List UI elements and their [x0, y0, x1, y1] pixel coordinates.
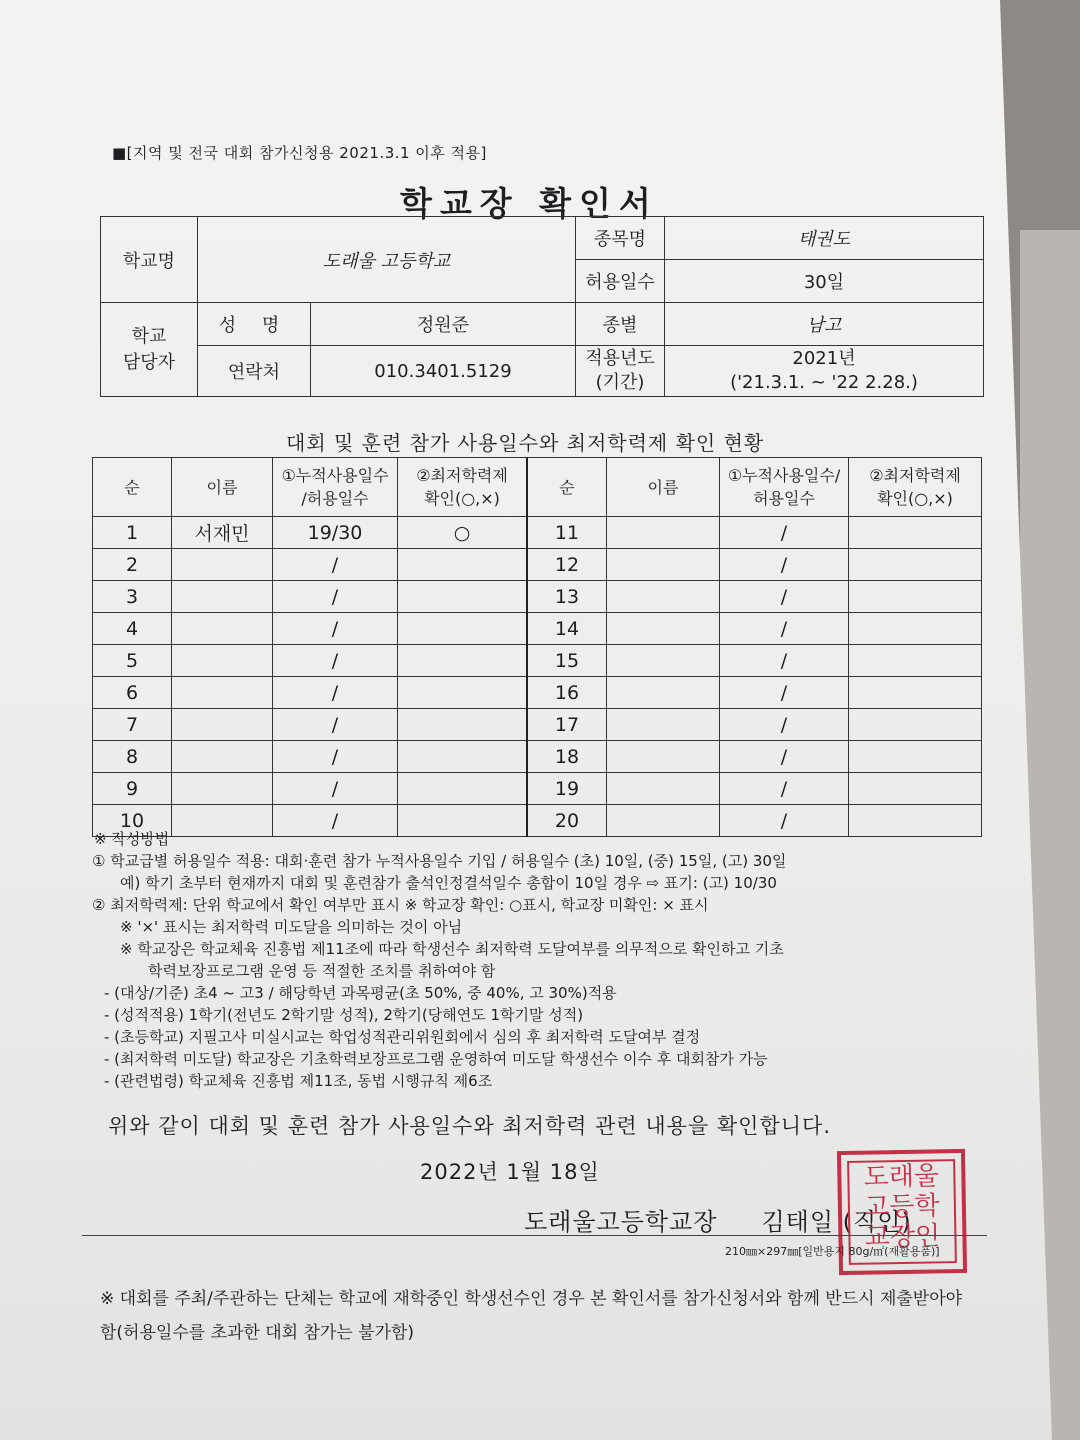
row-check	[398, 709, 528, 741]
row-num: 17	[527, 709, 607, 741]
note-line: ※ 학교장은 학교체육 진흥법 제11조에 따라 학생선수 최저학력 도달여부를 의무적으로 확인하고 기초	[120, 940, 784, 958]
note-line: ※ 작성방법	[94, 830, 170, 848]
table-row	[93, 709, 982, 741]
row-usage: /	[720, 741, 849, 773]
table-row	[93, 581, 982, 613]
row-usage: /	[273, 549, 398, 581]
row-num: 4	[93, 613, 172, 645]
row-usage: /	[720, 517, 849, 549]
note-line: ※ '×' 표시는 최저학력 미도달을 의미하는 것이 아님	[120, 918, 463, 936]
row-num: 15	[527, 645, 607, 677]
row-num: 12	[527, 549, 607, 581]
row-name	[607, 677, 720, 709]
allowed-days-label: 허용일수	[576, 260, 665, 303]
row-check	[398, 549, 528, 581]
note-line: - (대상/기준) 초4 ~ 고3 / 해당학년 과목평균(초 50%, 중 40%, 고 30%)적용	[104, 984, 617, 1002]
note-line: 예) 학기 초부터 현재까지 대회 및 훈련참가 출석인정결석일수 총합이 10일 경우 ⇨ 표기: (고) 10/30	[120, 874, 777, 892]
table-row	[93, 613, 982, 645]
issue-date: 2022년 1월 18일	[420, 1160, 600, 1184]
row-name	[172, 549, 273, 581]
row-num: 3	[93, 581, 172, 613]
year-value: 2021년 ('21.3.1. ~ '22 2.28.)	[665, 346, 984, 397]
allowed-days-value: 30일	[665, 260, 984, 303]
row-name	[172, 741, 273, 773]
contact-value: 010.3401.5129	[311, 346, 576, 397]
table-row	[93, 677, 982, 709]
row-name	[607, 741, 720, 773]
school-value: 도래울 고등학교	[198, 217, 576, 303]
row-num: 8	[93, 741, 172, 773]
row-num: 1	[93, 517, 172, 549]
row-usage: /	[720, 709, 849, 741]
row-check: ○	[398, 517, 528, 549]
row-num: 13	[527, 581, 607, 613]
contact-label: 연락처	[198, 346, 311, 397]
row-usage: /	[720, 645, 849, 677]
row-usage: /	[720, 549, 849, 581]
sport-value: 태권도	[665, 217, 984, 260]
table-row	[93, 549, 982, 581]
signer-name: 김태일 (직인)	[761, 1208, 912, 1236]
row-num: 2	[93, 549, 172, 581]
row-num: 7	[93, 709, 172, 741]
row-name: 서재민	[172, 517, 273, 549]
seal-text: 도래울 고등학 교장인	[847, 1159, 957, 1265]
row-name	[607, 773, 720, 805]
note-line: ② 최저학력제: 단위 학교에서 확인 여부만 표시 ※ 학교장 확인: ○표시, 학교장 미확인: × 표시	[92, 896, 709, 914]
row-usage: 19/30	[273, 517, 398, 549]
row-num: 14	[527, 613, 607, 645]
header-name: 이름	[172, 458, 273, 517]
row-name	[172, 645, 273, 677]
table-row	[93, 645, 982, 677]
row-check	[398, 613, 528, 645]
table-row	[93, 517, 982, 549]
row-usage: /	[273, 677, 398, 709]
row-check	[398, 581, 528, 613]
row-usage: /	[720, 581, 849, 613]
info-table	[100, 216, 984, 397]
row-name	[172, 709, 273, 741]
gender-value: 남고	[665, 303, 984, 346]
header-name-right: 이름	[607, 458, 720, 517]
row-name	[607, 549, 720, 581]
row-num: 20	[527, 805, 607, 837]
row-check	[849, 677, 982, 709]
manager-label: 학교 담당자	[101, 303, 198, 397]
name-label: 성 명	[198, 303, 311, 346]
note-line: ① 학교급별 허용일수 적용: 대회·훈련 참가 누적사용일수 기입 / 허용일수 (초) 10일, (중) 15일, (고) 30일	[92, 852, 787, 870]
row-check	[398, 741, 528, 773]
row-check	[849, 773, 982, 805]
gender-label: 종별	[576, 303, 665, 346]
table-row	[93, 741, 982, 773]
row-usage: /	[273, 773, 398, 805]
row-check	[849, 709, 982, 741]
row-num: 6	[93, 677, 172, 709]
header-num-right: 순	[527, 458, 607, 517]
row-usage: /	[273, 709, 398, 741]
participation-table	[92, 457, 982, 837]
row-check	[398, 645, 528, 677]
row-check	[849, 581, 982, 613]
header-num: 순	[93, 458, 172, 517]
note-line: - (초등학교) 지필고사 미실시교는 학업성적관리위원회에서 심의 후 최저학력 도달여부 결정	[104, 1028, 701, 1046]
sport-label: 종목명	[576, 217, 665, 260]
bottom-note: ※ 대회를 주최/주관하는 단체는 학교에 재학중인 학생선수인 경우 본 확인서를 참가신청서와 함께 반드시 제출받아야 함(허용일수를 초과한 대회 참가는 불가함)	[100, 1289, 963, 1343]
header-min-grade-right: ②최저학력제 확인(○,×)	[849, 458, 982, 517]
row-name	[607, 517, 720, 549]
year-label: 적용년도 (기간)	[576, 346, 665, 397]
row-check	[849, 645, 982, 677]
row-name	[172, 677, 273, 709]
row-check	[398, 773, 528, 805]
row-check	[849, 549, 982, 581]
note-line: - (관련법령) 학교체육 진흥법 제11조, 동법 시행규칙 제6조	[104, 1072, 493, 1090]
row-check	[849, 517, 982, 549]
paper-spec: 210㎜×297㎜[일반용지 80g/㎡(재활용품)]	[725, 1245, 940, 1258]
row-num: 11	[527, 517, 607, 549]
row-name	[607, 645, 720, 677]
note-line: 학력보장프로그램 운영 등 적절한 조치를 취하여야 함	[148, 962, 496, 980]
row-name	[172, 773, 273, 805]
row-num: 16	[527, 677, 607, 709]
row-num: 5	[93, 645, 172, 677]
row-usage: /	[273, 741, 398, 773]
header-usage: ①누적사용일수 /허용일수	[273, 458, 398, 517]
row-name	[607, 709, 720, 741]
row-num: 18	[527, 741, 607, 773]
row-usage: /	[273, 645, 398, 677]
row-name	[172, 581, 273, 613]
row-name	[607, 581, 720, 613]
table-row	[93, 773, 982, 805]
confirmation-statement: 위와 같이 대회 및 훈련 참가 사용일수와 최저학력 관련 내용을 확인합니다.	[108, 1114, 832, 1138]
writing-instructions	[92, 828, 992, 1092]
row-usage: /	[720, 805, 849, 837]
row-usage: /	[720, 613, 849, 645]
row-usage: /	[273, 581, 398, 613]
header-usage-right: ①누적사용일수/ 허용일수	[720, 458, 849, 517]
row-name	[172, 613, 273, 645]
document-title: 학교장 확인서	[400, 184, 659, 223]
row-usage: /	[273, 805, 398, 837]
header-note: ■[지역 및 전국 대회 참가신청용 2021.3.1 이후 적용]	[112, 144, 487, 162]
note-line: - (최저학력 미도달) 학교장은 기초학력보장프로그램 운영하여 미도달 학생선수 이수 후 대회참가 가능	[104, 1050, 768, 1068]
row-check	[398, 677, 528, 709]
row-usage: /	[720, 773, 849, 805]
row-check	[849, 741, 982, 773]
row-num: 10	[93, 805, 172, 837]
section-title: 대회 및 훈련 참가 사용일수와 최저학력제 확인 현황	[286, 431, 765, 455]
row-name	[607, 613, 720, 645]
row-num: 19	[527, 773, 607, 805]
header-min-grade: ②최저학력제 확인(○,×)	[398, 458, 528, 517]
row-usage: /	[273, 613, 398, 645]
row-num: 9	[93, 773, 172, 805]
divider	[82, 1235, 987, 1236]
school-label: 학교명	[101, 217, 198, 303]
row-check	[849, 613, 982, 645]
row-usage: /	[720, 677, 849, 709]
name-value: 정원준	[311, 303, 576, 346]
note-line: - (성적적용) 1학기(전년도 2학기말 성적), 2학기(당해연도 1학기말 성적)	[104, 1006, 584, 1024]
signer-school: 도래울고등학교장	[524, 1208, 718, 1236]
